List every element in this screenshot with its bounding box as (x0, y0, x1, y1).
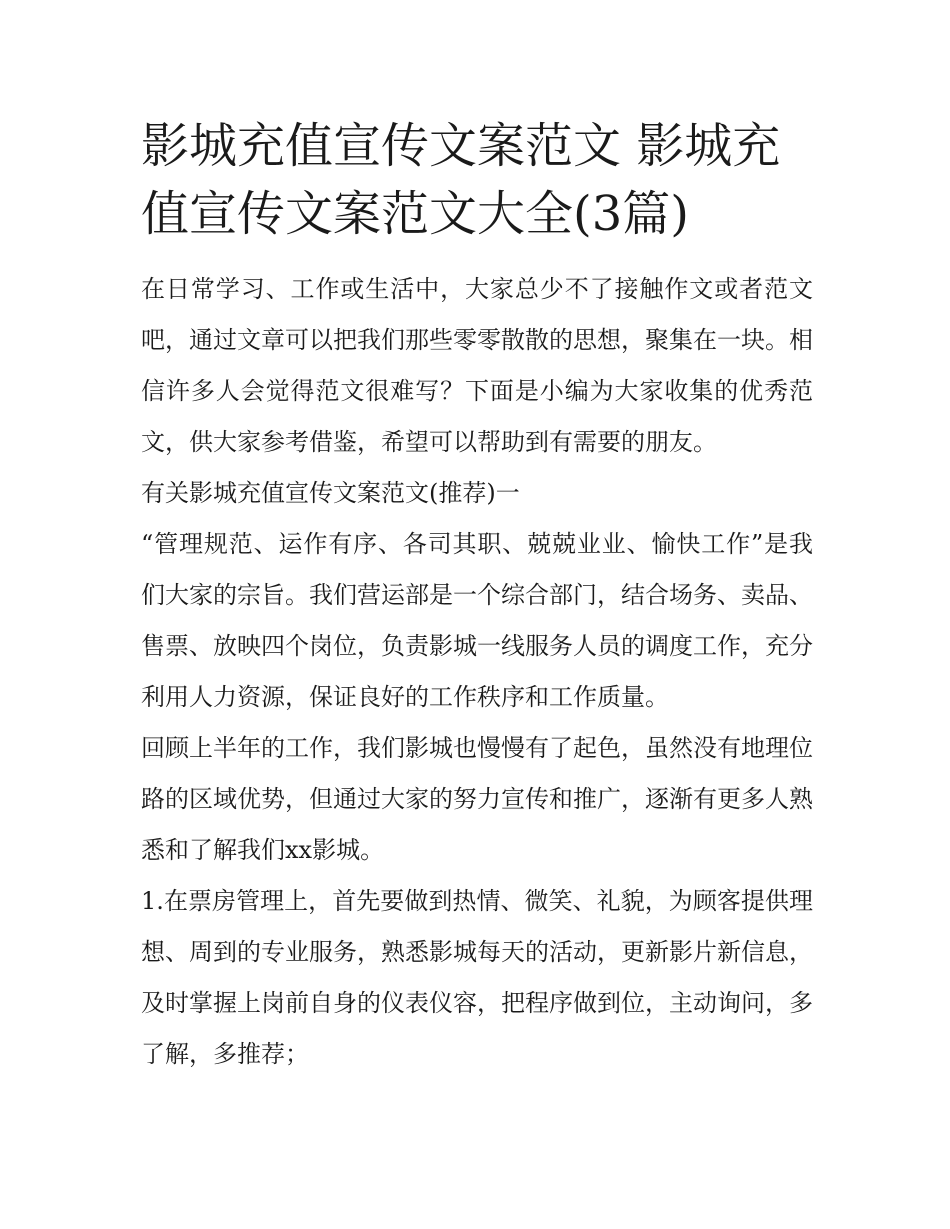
document-body (141, 112, 813, 1080)
section-heading: 有关影城充值宣传文案范文(推荐)一 (141, 479, 520, 507)
body-paragraph: “管理规范、运作有序、各司其职、兢兢业业、愉快工作”是我们大家的宗旨。我们营运部是一个综合部门，结合场务、卖品、售票、放映四个岗位，负责影城一线服务人员的调度工作，充分利用人力资源，保证良好的工作秩序和工作质量。 (141, 530, 813, 711)
body-paragraph: 回顾上半年的工作，我们影城也慢慢有了起色，虽然没有地理位路的区域优势，但通过大家的努力宣传和推广，逐渐有更多人熟悉和了解我们xx影城。 (141, 734, 813, 864)
list-item: 1.在票房管理上，首先要做到热情、微笑、礼貌，为顾客提供理想、周到的专业服务，熟悉影城每天的活动，更新影片新信息，及时掌握上岗前自身的仪表仪容，把程序做到位，主动询问，多了解，多推荐； (141, 887, 813, 1068)
document-title: 影城充值宣传文案范文 影城充值宣传文案范文大全(3篇) (141, 118, 781, 242)
intro-paragraph: 在日常学习、工作或生活中，大家总少不了接触作文或者范文吧，通过文章可以把我们那些零零散散的思想，聚集在一块。相信许多人会觉得范文很难写？下面是小编为大家收集的优秀范文，供大家参考借鉴，希望可以帮助到有需要的朋友。 (141, 275, 813, 456)
